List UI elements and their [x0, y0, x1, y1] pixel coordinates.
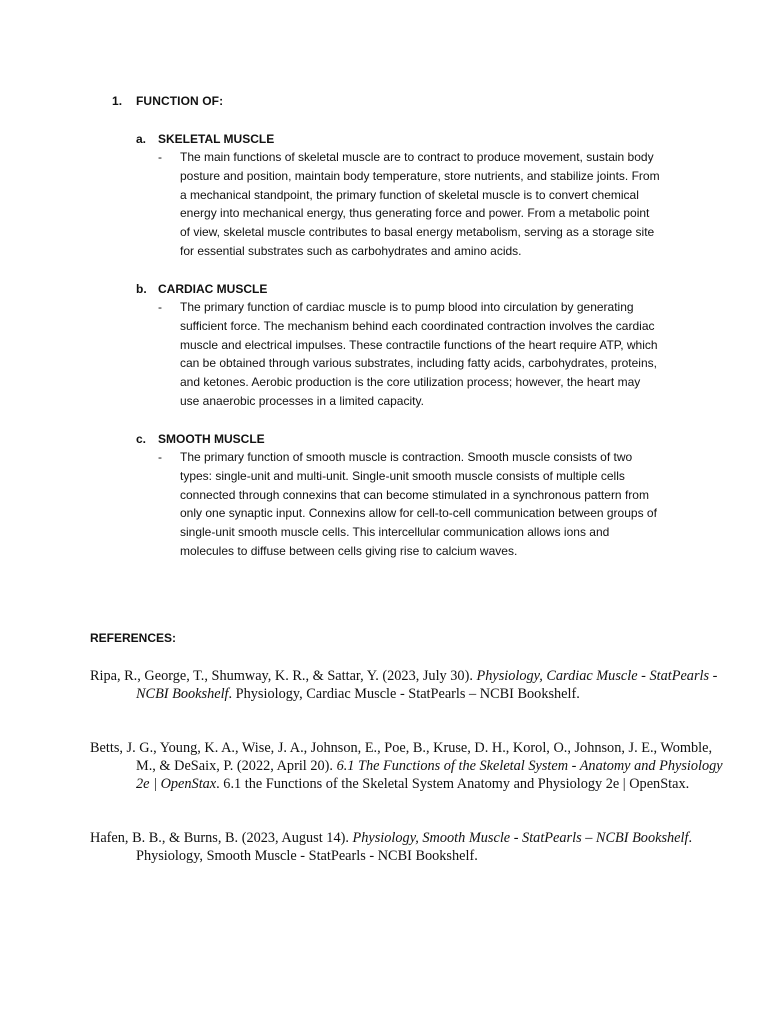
main-heading [112, 94, 223, 108]
reference-authors: Ripa, R., George, T., Shumway, K. R., & Sattar, Y. (2023, July 30). [90, 668, 477, 684]
reference-title: Physiology, Cardiac Muscle - StatPearls - NCBI Bookshelf [136, 668, 718, 703]
section-title-text: CARDIAC MUSCLE [158, 282, 268, 296]
section-smooth-muscle [136, 430, 676, 561]
section-title-text: SMOOTH MUSCLE [158, 432, 265, 446]
bullet-dash: - [158, 450, 162, 464]
section-body: The main functions of skeletal muscle are to contract to produce movement, sustain body posture and position, maintain body temperature, store nutrients, and stabilize joints. From a mechanical standpoint, the primary function of skeletal muscle is to convert chemical energy into mechanical energy, thus generating force and power. From a metabolic point of view, skeletal muscle contributes to basal energy metabolism, serving as a storage site for essential substrates such as carbohydrates and amino acids. [180, 150, 660, 258]
section-body: The primary function of cardiac muscle is to pump blood into circulation by generating sufficient force. The mechanism behind each coordinated contraction involves the cardiac muscle and electrical impulses. These contractile functions of the heart require ATP, which can be obtained through various substrates, including fatty acids, carbohydrates, proteins, and ketones. Aerobic production is the core utilization process; however, the heart may use anaerobic processes in a limited capacity. [180, 300, 658, 408]
section-letter: c. [136, 432, 147, 446]
section-letter: a. [136, 132, 147, 146]
bullet-dash: - [158, 150, 162, 164]
heading-number: 1. [112, 94, 123, 108]
section-cardiac-muscle [136, 280, 676, 411]
section-title-text: SKELETAL MUSCLE [158, 132, 275, 146]
reference-rest: . Physiology, Cardiac Muscle - StatPearls – NCBI Bookshelf. [228, 686, 580, 703]
reference-authors: Hafen, B. B., & Burns, B. (2023, August 14). [90, 830, 353, 846]
bullet-dash: - [158, 300, 162, 314]
bullet-item [136, 148, 676, 261]
reference-title: Physiology, Smooth Muscle - StatPearls – NCBI Bookshelf [352, 830, 689, 846]
references-title: REFERENCES: [90, 631, 177, 645]
reference-rest: . Physiology, Smooth Muscle - StatPearls - NCBI Bookshelf. [136, 830, 693, 865]
reference-item [90, 739, 726, 794]
section-title [136, 280, 676, 298]
reference-rest: . 6.1 the Functions of the Skeletal System Anatomy and Physiology 2e | OpenStax. [216, 776, 690, 793]
section-title [136, 430, 676, 448]
section-title [136, 130, 676, 148]
heading-title: FUNCTION OF: [136, 94, 224, 108]
section-skeletal-muscle [136, 130, 676, 261]
bullet-item [136, 298, 676, 411]
reference-item [90, 667, 726, 703]
reference-title: 6.1 The Functions of the Skeletal System - Anatomy and Physiology 2e | OpenStax [136, 758, 723, 793]
section-body: The primary function of smooth muscle is contraction. Smooth muscle consists of two types: single-unit and multi-unit. Single-unit smooth muscle consists of multiple cells connected through connexins that can become stimulated in a synchronous pattern from only one synaptic input. Connexins allow for cell-to-cell communication between groups of single-unit smooth muscle cells. This intercellular communication allows ions and molecules to diffuse between cells giving rise to calcium waves. [180, 450, 657, 558]
section-letter: b. [136, 282, 147, 296]
reference-item [90, 829, 726, 865]
bullet-item [136, 448, 676, 561]
reference-authors: Betts, J. G., Young, K. A., Wise, J. A., Johnson, E., Poe, B., Kruse, D. H., Korol, O., Johnson, J. E., Womble, M., & DeSaix, P. (2022, April 20). [90, 740, 713, 775]
